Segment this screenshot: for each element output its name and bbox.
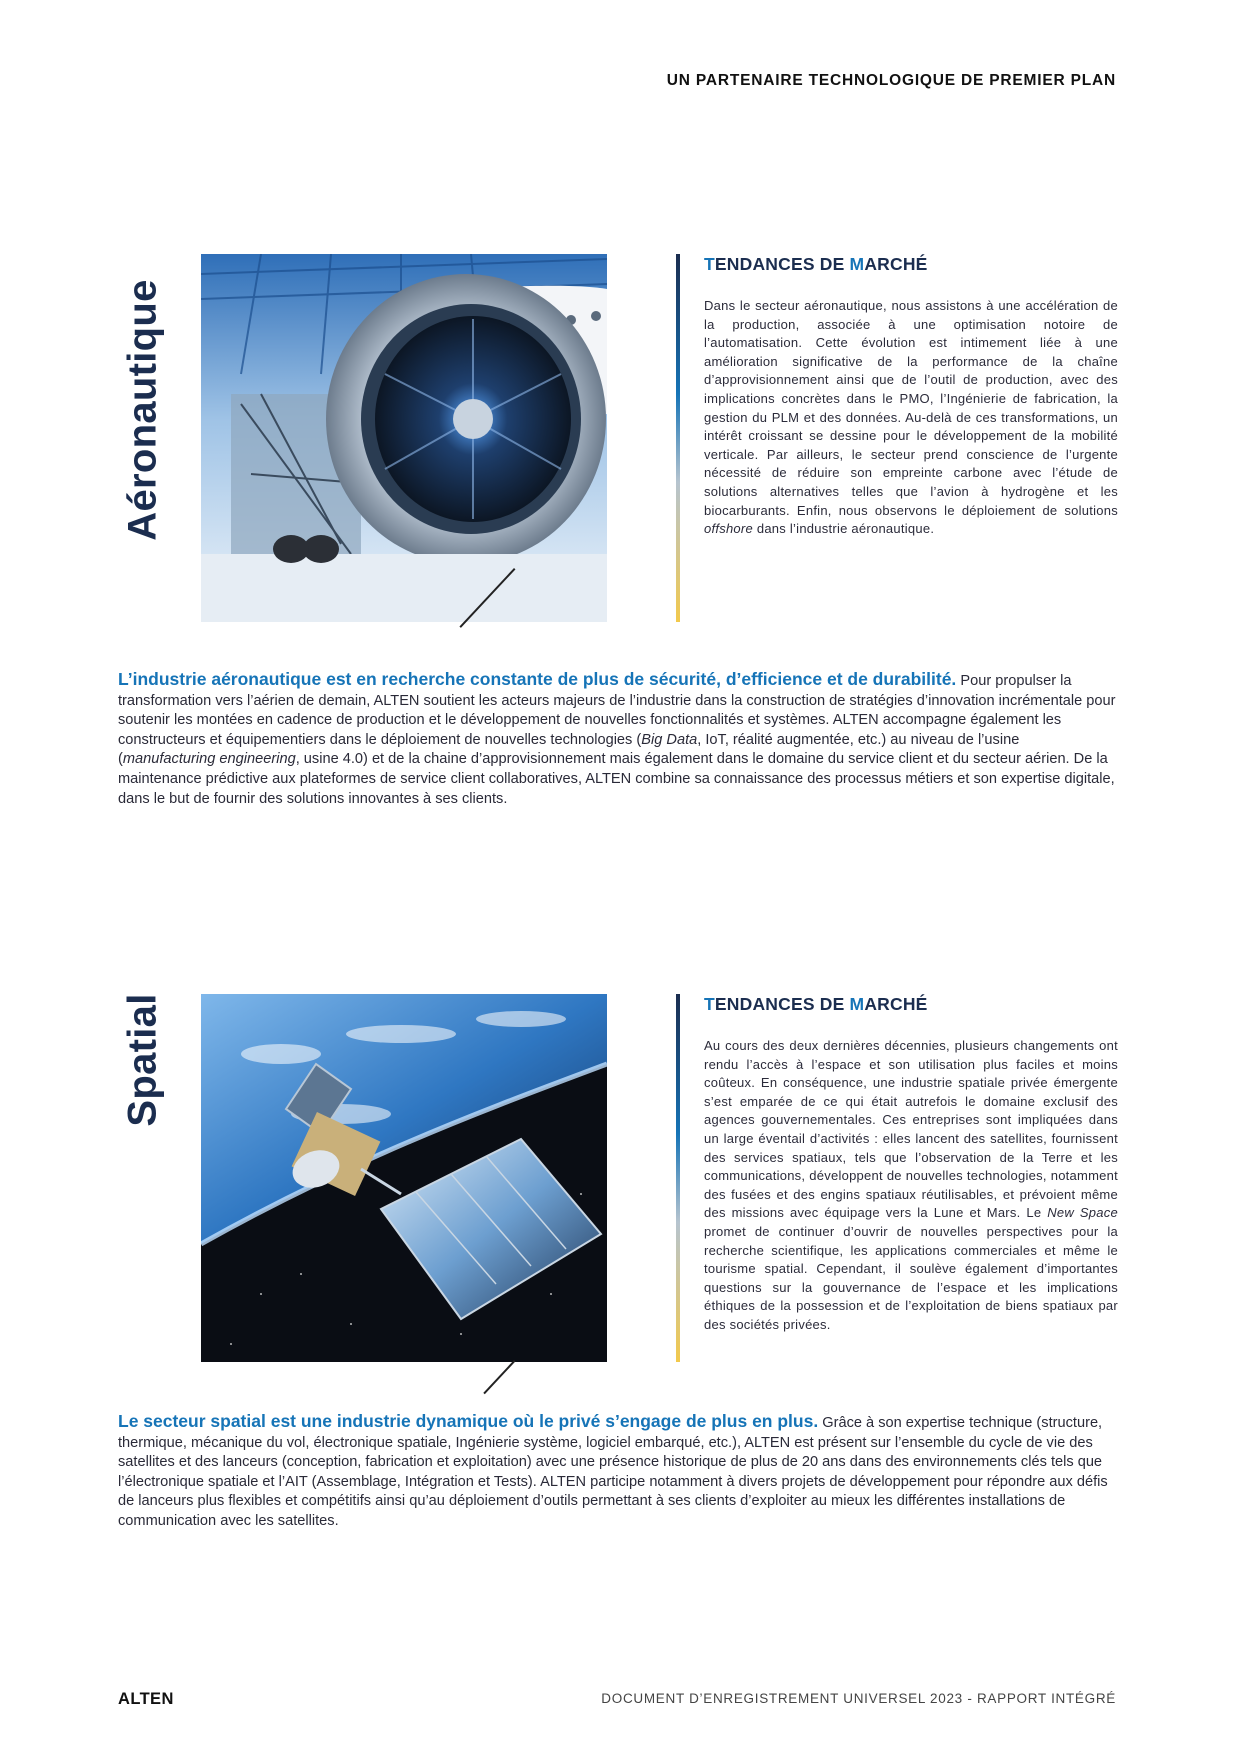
market-trends-spatial [676, 994, 1118, 1335]
satellite-over-earth-photo [201, 994, 607, 1362]
callout-line [483, 1360, 515, 1394]
market-trends-text: Dans le secteur aéronautique, nous assistons à une accélération de la production, associée à une optimisation notoire de l’automatisation. Cette évolution est intimement liée à une amélioration significative de la performance de la chaîne d’approvisionnement ainsi que de l’outil de production, avec des implications concrètes dans le PMO, l’Ingénierie de fabrication, la gestion du PLM et des données. Au-delà de ces transformations, un intérêt croissant se dessine pour le développement de la mobilité verticale. Par ailleurs, le secteur prend conscience de l’urgente nécessité de réduire son empreinte carbone avec l’étude de solutions alternatives telles que l’avion à hydrogène et les biocarburants. Enfin, nous observons le déploiement de solutions offshore dans l’industrie aéronautique. [704, 298, 1118, 537]
page-header-title: UN PARTENAIRE TECHNOLOGIQUE DE PREMIER PLAN [666, 72, 1116, 89]
lead-highlight: L’industrie aéronautique est en recherche constante de plus de sécurité, d’efficience et de durabilité. [118, 669, 957, 689]
lead-paragraph-spatial: Le secteur spatial est une industrie dynamique où le privé s’engage de plus en plus. Grâce à son expertise technique (structure, thermique, mécanique du vol, électronique spatiale, Ingénierie système, logiciel embarqué, etc.), ALTEN est présent sur l’ensemble du cycle de vie des satellites et des lanceurs (conception, fabrication et exploitation) avec une présence historique de plus de 20 ans dans des environnements clés tels que l’électronique spatiale et l’AIT (Assemblage, Intégration et Tests). ALTEN participe notamment à divers projets de développement pour répondre aux défis de lanceurs plus flexibles et compétitifs ainsi qu’au déploiement d’outils permettant à ses clients d’exploiter au mieux les différentes installations de communication avec les satellites. [118, 1411, 1108, 1529]
market-trends-heading: TENDANCES DE MARCHÉ [704, 254, 928, 274]
market-trends-text: Au cours des deux dernières décennies, plusieurs changements ont rendu l’accès à l’espace et son utilisation plus faciles et moins coûteux. En conséquence, une industrie spatiale privée émergente s’est emparée de ce qui était autrefois le domaine exclusif des agences gouvernementales. Ces entreprises sont impliquées dans un large éventail d’activités : elles lancent des satellites, fournissent des services spatiaux, tels que l’observation de la Terre et les communications, développent de nouvelles technologies, notamment des fusées et des engins spatiaux réutilisables, et prévoient même des missions avec équipage vers la Lune et Mars. Le New Space promet de continuer d’ouvrir de nouvelles perspectives pour la recherche scientifique, les applications commerciales et même le tourisme spatial. Cependant, il soulève également d’importantes questions sur la gouvernance de l’espace et les implications éthiques de la possession et de l’exploitation de biens spatiaux par des sociétés privées. [704, 1038, 1118, 1332]
footer-document-title: DOCUMENT D’ENREGISTREMENT UNIVERSEL 2023 - RAPPORT INTÉGRÉ [601, 1691, 1116, 1706]
market-trends-aeronautique [676, 254, 1118, 539]
section-title-aeronautique: Aéronautique [120, 279, 165, 541]
footer-brand: ALTEN [118, 1690, 174, 1708]
jet-engine-photo [201, 254, 607, 622]
market-trends-heading: TENDANCES DE MARCHÉ [704, 994, 928, 1014]
lead-paragraph-aeronautique: L’industrie aéronautique est en recherche constante de plus de sécurité, d’efficience et de durabilité. Pour propulser la transformation vers l’aérien de demain, ALTEN soutient les acteurs majeurs de l’industrie dans la construction de stratégies d’innovation incrémentale pour soutenir les montées en cadence de production et le développement de nouvelles fonctionnalités et systèmes. ALTEN accompagne également les constructeurs et équipementiers dans le déploiement de nouvelles technologies (Big Data, IoT, réalité augmentée, etc.) au niveau de l’usine (manufacturing engineering, usine 4.0) et de la chaine d’approvisionnement mais également dans le domaine du service client et du secteur aérien. De la maintenance prédictive aux plateformes de service client collaboratives, ALTEN combine sa connaissance des processus métiers et son expertise digitale, dans le but de fournir des solutions innovantes à ses clients. [118, 669, 1116, 807]
lead-highlight: Le secteur spatial est une industrie dynamique où le privé s’engage de plus en plus. [118, 1411, 819, 1431]
section-title-spatial: Spatial [120, 993, 165, 1127]
